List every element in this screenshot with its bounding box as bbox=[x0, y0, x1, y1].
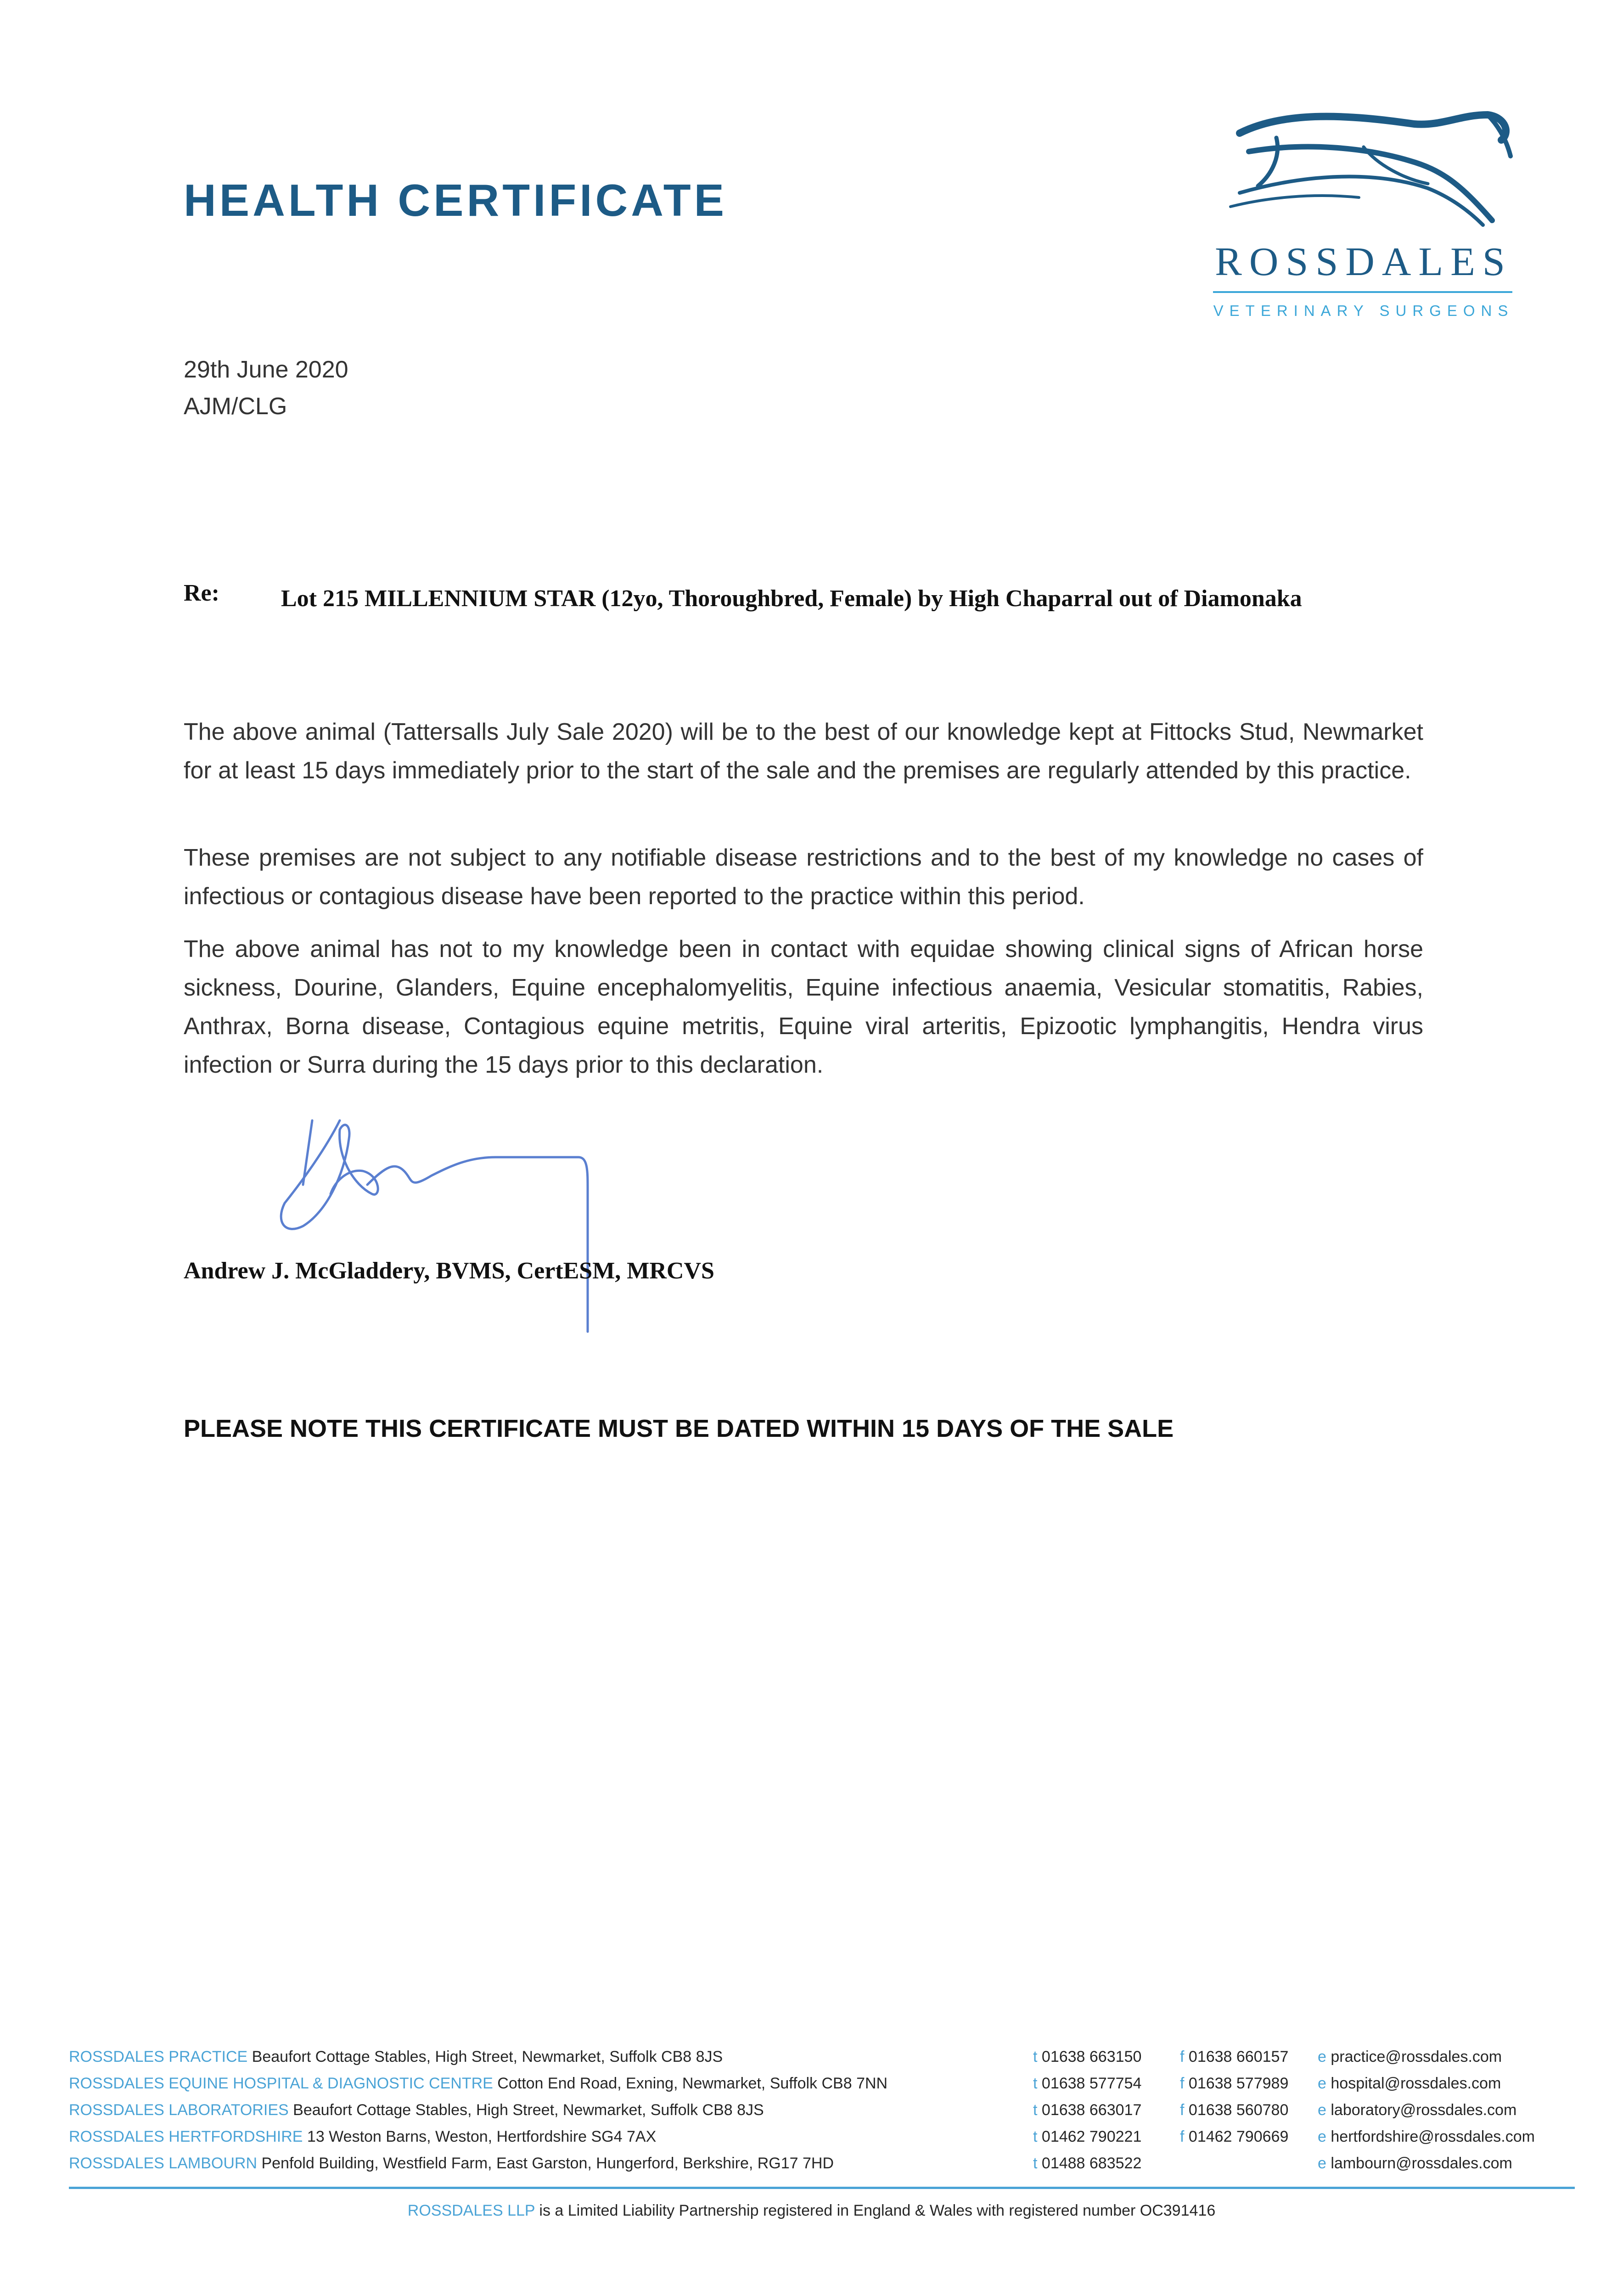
re-subject: Lot 215 MILLENNIUM STAR (12yo, Thoroughbred, Female) by High Chaparral out of Diamonaka bbox=[281, 585, 1302, 612]
re-label: Re: bbox=[184, 580, 219, 606]
letter-date: 29th June 2020 bbox=[184, 356, 348, 383]
footer-office-row bbox=[69, 2155, 1575, 2181]
logo-brand-name: ROSSDALES bbox=[1215, 240, 1512, 284]
body-paragraph: The above animal has not to my knowledge been in contact with equidae showing clinical signs of African horse sickness, Dourine, Glanders, Equine encephalomyelitis, Equine infectious anaemia, Vesicular stomatitis, Rabies, Anthrax, Borna disease, Contagious equine metritis, Equine viral arteritis, Epizootic lymphangitis, Hendra virus infection or Surra during the 15 days prior to this declaration. bbox=[184, 936, 1423, 1078]
office-email: e lambourn@rossdales.com bbox=[1318, 2155, 1512, 2172]
office-tel: t 01638 577754 bbox=[1033, 2075, 1142, 2092]
office-fax: f 01638 560780 bbox=[1180, 2101, 1289, 2119]
office-email: e laboratory@rossdales.com bbox=[1318, 2101, 1517, 2119]
llp-name: ROSSDALES LLP bbox=[407, 2202, 535, 2219]
office-address: Beaufort Cottage Stables, High Street, Newmarket, Suffolk CB8 8JS bbox=[293, 2101, 764, 2119]
office-name: ROSSDALES PRACTICE bbox=[69, 2048, 248, 2065]
logo-subtitle: VETERINARY SURGEONS bbox=[1213, 302, 1514, 319]
footer-office-row bbox=[69, 2128, 1575, 2155]
office-tel: t 01638 663017 bbox=[1033, 2101, 1142, 2119]
office-name: ROSSDALES EQUINE HOSPITAL & DIAGNOSTIC CENTRE bbox=[69, 2075, 493, 2092]
letter-meta bbox=[184, 351, 348, 425]
handwritten-signature bbox=[257, 1111, 606, 1350]
office-address: Cotton End Road, Exning, Newmarket, Suffolk CB8 7NN bbox=[497, 2075, 888, 2092]
llp-text: is a Limited Liability Partnership registered in England & Wales with registered number OC391416 bbox=[539, 2202, 1216, 2219]
office-email: e hertfordshire@rossdales.com bbox=[1318, 2128, 1535, 2145]
logo-divider bbox=[1213, 291, 1512, 293]
office-name: ROSSDALES LABORATORIES bbox=[69, 2101, 289, 2119]
certificate-title: HEALTH CERTIFICATE bbox=[184, 175, 727, 225]
office-email: e hospital@rossdales.com bbox=[1318, 2075, 1501, 2092]
horse-logo-icon bbox=[1212, 106, 1515, 234]
body-paragraph: These premises are not subject to any notifiable disease restrictions and to the best of my knowledge no cases of infectious or contagious disease have been reported to the practice within this period. bbox=[184, 844, 1423, 910]
office-fax: f 01638 577989 bbox=[1180, 2075, 1289, 2092]
footer-office-row bbox=[69, 2101, 1575, 2128]
office-name: ROSSDALES LAMBOURN bbox=[69, 2155, 257, 2172]
rossdales-logo bbox=[1203, 106, 1514, 335]
office-tel: t 01638 663150 bbox=[1033, 2048, 1142, 2065]
office-address: 13 Weston Barns, Weston, Hertfordshire SG4 7AX bbox=[307, 2128, 657, 2145]
footer-office-row bbox=[69, 2048, 1575, 2075]
body-paragraph: The above animal (Tattersalls July Sale 2020) will be to the best of our knowledge kept at Fittocks Stud, Newmarket for at least 15 days immediately prior to the start of the sale and the premises are regularly attended by this practice. bbox=[184, 719, 1423, 784]
footer-office-row bbox=[69, 2075, 1575, 2101]
office-tel: t 01488 683522 bbox=[1033, 2155, 1142, 2172]
office-fax: f 01638 660157 bbox=[1180, 2048, 1289, 2065]
office-address: Penfold Building, Westfield Farm, East Garston, Hungerford, Berkshire, RG17 7HD bbox=[261, 2155, 834, 2172]
signatory-name: Andrew J. McGladdery, BVMS, CertESM, MRCVS bbox=[184, 1258, 714, 1284]
office-fax: f 01462 790669 bbox=[1180, 2128, 1289, 2145]
office-address: Beaufort Cottage Stables, High Street, Newmarket, Suffolk CB8 8JS bbox=[252, 2048, 723, 2065]
letter-reference: AJM/CLG bbox=[184, 393, 287, 420]
office-email: e practice@rossdales.com bbox=[1318, 2048, 1502, 2065]
footer-divider bbox=[69, 2187, 1575, 2189]
dating-note: PLEASE NOTE THIS CERTIFICATE MUST BE DATED WITHIN 15 DAYS OF THE SALE bbox=[184, 1415, 1174, 1442]
llp-registration bbox=[0, 2202, 1623, 2220]
footer-offices bbox=[69, 2048, 1575, 2181]
office-tel: t 01462 790221 bbox=[1033, 2128, 1142, 2145]
office-name: ROSSDALES HERTFORDSHIRE bbox=[69, 2128, 303, 2145]
